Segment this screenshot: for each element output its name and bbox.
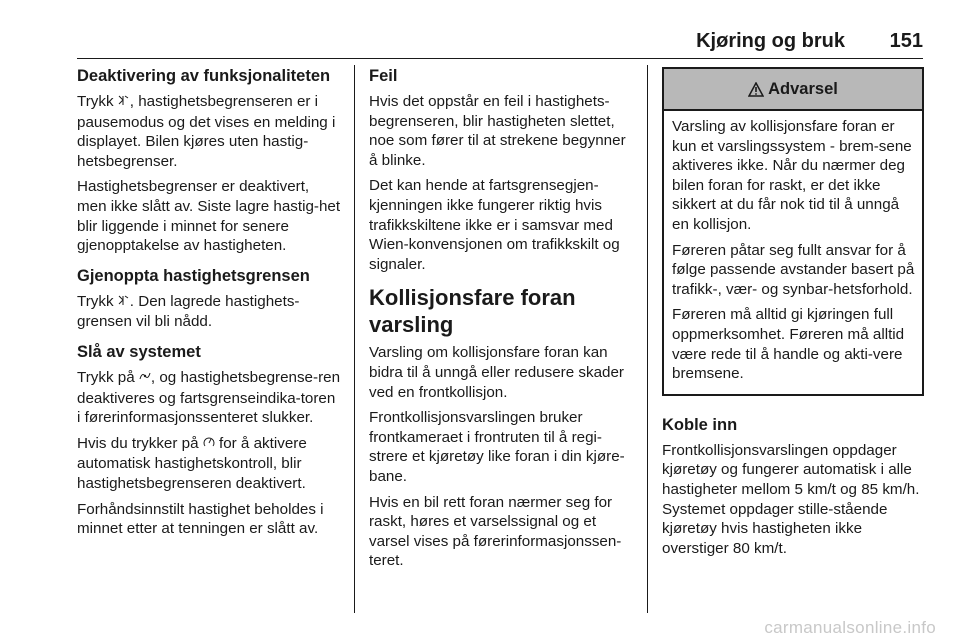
paragraph: Hvis det oppstår en feil i hastighets-begrenseren, blir hastigheten slettet, noe som fører til at strekene begynner å blinke. xyxy=(369,93,626,169)
watermark: carmanualsonline.info xyxy=(764,618,936,637)
paragraph: Føreren må alltid gi kjøringen full oppmerksomhet. Føreren må alltid være rede til å handle og akti-vere bremsene. xyxy=(672,306,905,383)
paragraph: Trykk på , og hastighetsbegrense-ren deaktiveres og fartsgrenseindika-toren i førerinformasjonssenteret slukker. xyxy=(77,368,341,427)
heading-collision-warning: Kollisjonsfare foran varsling xyxy=(369,285,576,338)
warning-title: Advarsel xyxy=(768,80,838,98)
cruise-control-icon xyxy=(203,435,215,455)
warning-header xyxy=(664,69,922,111)
page-header xyxy=(77,30,923,59)
warning-triangle-icon xyxy=(748,82,764,97)
speed-limiter-icon xyxy=(118,93,130,113)
page-number: 151 xyxy=(889,30,923,52)
paragraph: Varsling om kollisjonsfare foran kan bidra til å unngå eller redusere skader ved en frontkollisjon. xyxy=(369,344,624,401)
paragraph: Forhåndsinnstilt hastighet beholdes i minnet etter at tenningen er slått av. xyxy=(77,500,324,538)
column-divider xyxy=(647,65,648,613)
paragraph: Varsling av kollisjonsfare foran er kun et varslingssystem - brem-sene aktiveres ikke. Når du nærmer deg bilen foran for raskt, er det ikke sikkert at du får nok tid til å unngå en kollisjon. xyxy=(672,118,912,233)
section-title: Kjøring og bruk xyxy=(696,30,845,52)
heading-fault: Feil xyxy=(369,67,398,85)
paragraph: Trykk , hastighetsbegrenseren er i pausemodus og det vises en melding i displayet. Bilen kjøres uten hastig-hetsbegrenser. xyxy=(77,93,336,170)
heading-switch-off: Slå av systemet xyxy=(77,342,201,361)
heading-deactivate: Deaktivering av funksjonaliteten xyxy=(77,67,331,85)
column-divider xyxy=(354,65,355,613)
warning-body xyxy=(664,111,922,394)
paragraph: Det kan hende at fartsgrensegjen-kjenningen ikke fungerer riktig hvis trafikkskiltene ikke er i samsvar med Wien-konvensjonen om trafikkskilt og signaler. xyxy=(369,177,620,273)
paragraph: Trykk . Den lagrede hastighets-grensen vil bli nådd. xyxy=(77,292,300,331)
paragraph: Hvis en bil rett foran nærmer seg for raskt, høres et varselssignal og et varsel vises på førerinformasjonssen-teret. xyxy=(369,493,622,570)
paragraph: Hastighetsbegrenser er deaktivert, men ikke slått av. Siste lagre hastig-het blir liggende i minnet for senere gjenopptakelse av hastigheten. xyxy=(77,178,341,255)
paragraph: Føreren påtar seg fullt ansvar for å følge passende avstander basert på trafikk-, vær- og synbar-hetsforhold. xyxy=(672,241,915,298)
paragraph: Frontkollisjonsvarslingen oppdager kjøretøy og fungerer automatisk i alle hastigheter mellom 5 km/t og 85 km/h. Systemet oppdager stille-stående kjøretøy hvis hastigheten ikke overstiger 80 km/t. xyxy=(662,441,920,557)
speed-limiter-icon xyxy=(118,293,130,313)
speed-limiter-icon xyxy=(139,369,151,389)
column-left xyxy=(77,65,341,545)
column-middle xyxy=(369,65,633,577)
warning-box xyxy=(662,67,924,396)
heading-engage: Koble inn xyxy=(662,415,738,434)
column-right xyxy=(662,65,924,564)
paragraph: Hvis du trykker på for å aktivere automatisk hastighetskontroll, blir hastighetsbegrenseren deaktivert. xyxy=(77,434,307,492)
heading-resume: Gjenoppta hastighetsgrensen xyxy=(77,266,310,285)
paragraph: Frontkollisjonsvarslingen bruker frontkameraet i frontruten til å regi-strere et kjøretøy like foran i din kjøre-bane. xyxy=(369,409,625,485)
